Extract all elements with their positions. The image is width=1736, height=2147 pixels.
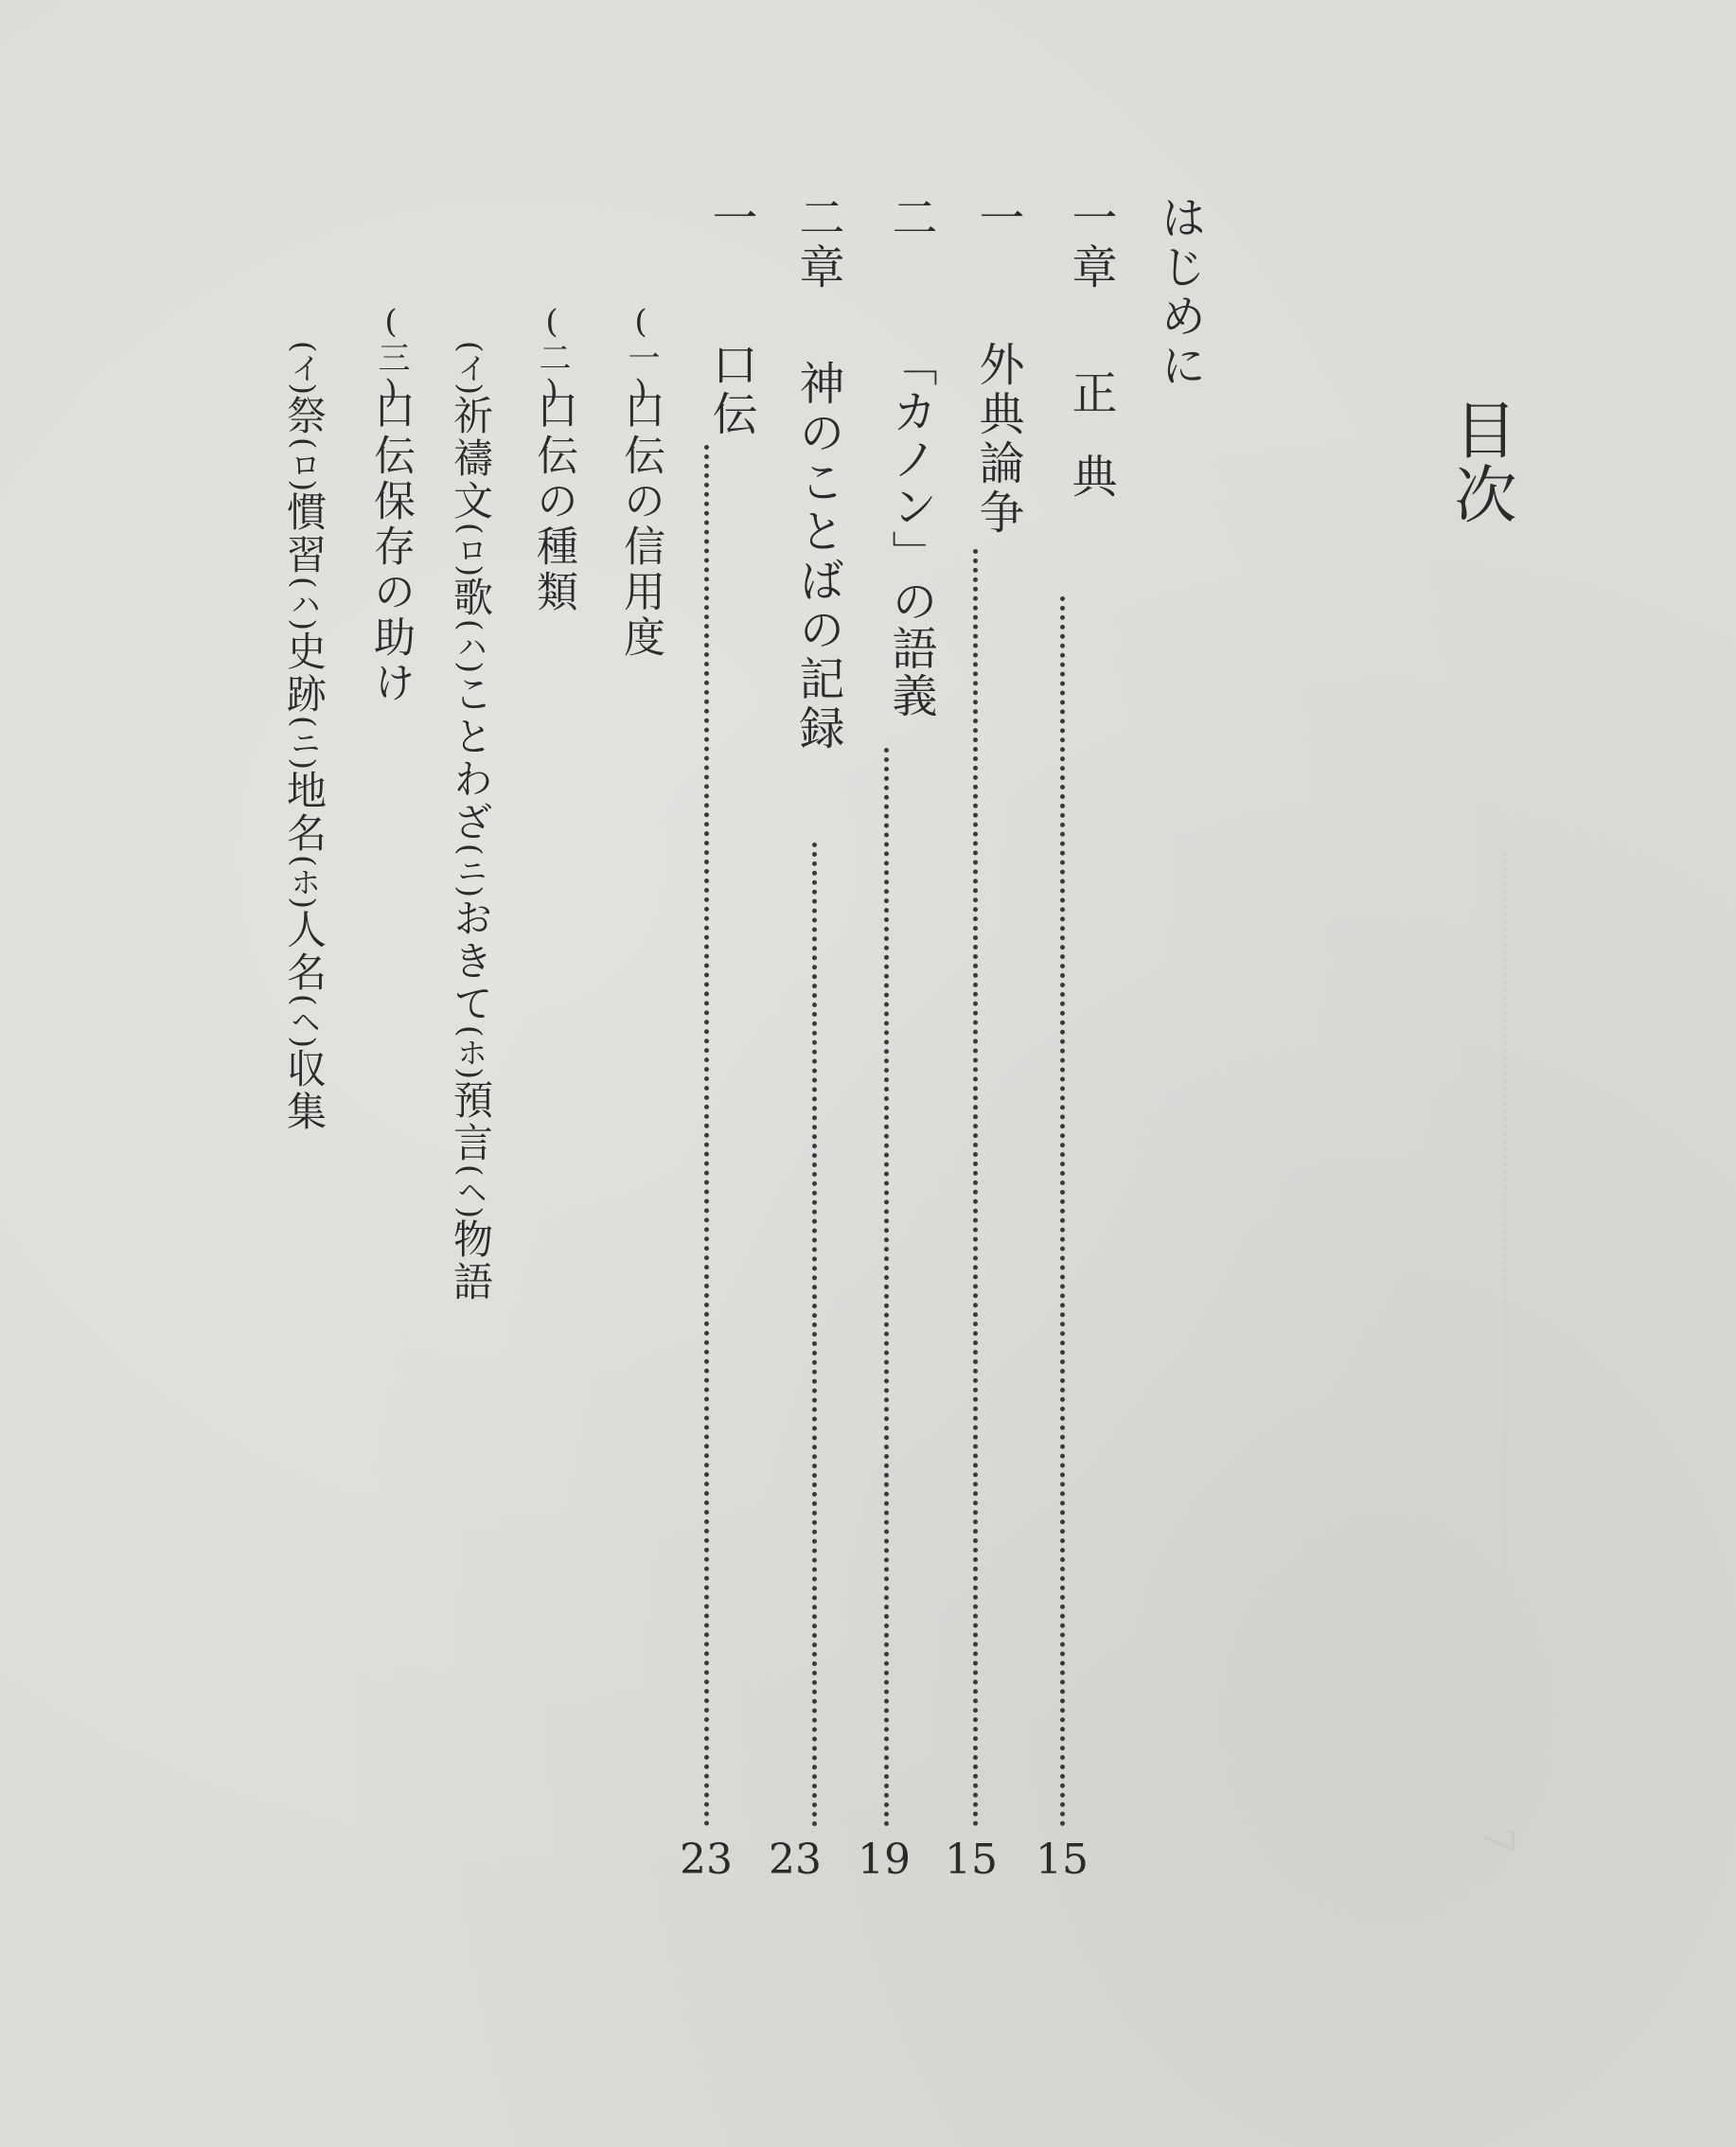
toc-chapter-1-title: 正典 [1064,369,1117,536]
item-title: 物語 [448,1217,494,1304]
toc-chapter-1-page: 15 [1036,1836,1089,1884]
toc-section-1-1-number: 一 [971,194,1024,243]
item-marker: (ロ) [286,436,322,491]
toc-sub-3-title: 口伝保存の助け [366,388,415,706]
item-marker: (ホ) [452,1024,488,1079]
toc-section-1-1-leader [973,549,978,1827]
item-marker: (ホ) [286,854,322,909]
item-title: 慣習 [281,490,328,577]
toc-sub-1-marker: (一) [622,303,660,411]
toc-sub-2-items [448,341,494,1304]
toc-section-1-1-page: 15 [945,1836,998,1884]
toc-section-1-2-title: 「カノン」の語義 [884,341,937,719]
item-marker: (ニ) [286,715,322,770]
item-title: 預言 [448,1078,494,1164]
toc-section-1-2-number: 二 [884,194,937,243]
toc-chapter-2-title: 神のことばの記録 [791,360,844,754]
toc-chapter-1-number: 一章 [1064,194,1117,293]
item-marker: (ヘ) [452,1163,488,1218]
item-title: 祈禱文 [448,394,494,523]
item-marker: (イ) [452,341,488,395]
item-marker: (イ) [286,341,322,395]
toc-section-1-2-leader [884,748,889,1827]
show-through-page-number: 7 [1474,1827,1522,1859]
show-through-leader [1503,852,1507,1818]
toc-chapter-1-leader [1060,596,1065,1827]
toc-chapter-2-leader [812,843,817,1827]
item-title: 人名 [281,908,328,994]
item-marker: (ハ) [452,618,488,673]
toc-sub-1-title: 口伝の信用度 [616,388,664,661]
item-marker: (ハ) [286,576,322,630]
toc-sub-3-items [281,341,328,1133]
toc-chapter-2-number: 二章 [791,194,844,293]
item-marker: (ヘ) [286,993,322,1048]
item-marker: (ニ) [452,843,488,897]
toc-section-2-1-number: 一 [704,194,757,243]
toc-entry-intro: はじめに [1153,194,1206,391]
item-title: 祭 [281,394,328,437]
page-title: 目次 [1444,398,1516,526]
toc-section-1-1-title: 外典論争 [971,341,1024,538]
item-title: 収集 [281,1047,328,1133]
item-title: 歌 [448,576,494,619]
item-title: 史跡 [281,630,328,716]
toc-section-2-1-page: 23 [680,1836,733,1884]
item-title: おきて [448,896,494,1025]
item-marker: (ロ) [452,522,488,577]
item-title: 地名 [281,769,328,855]
toc-sub-3-marker: (三) [372,303,410,411]
item-title: ことわざ [448,672,494,843]
toc-sub-2-marker: (二) [533,303,571,411]
toc-section-2-1-title: 口伝 [704,341,757,439]
toc-section-1-2-page: 19 [858,1836,911,1884]
toc-section-2-1-leader [704,445,709,1827]
toc-chapter-2-page: 23 [769,1836,822,1884]
toc-sub-2-title: 口伝の種類 [529,388,577,615]
